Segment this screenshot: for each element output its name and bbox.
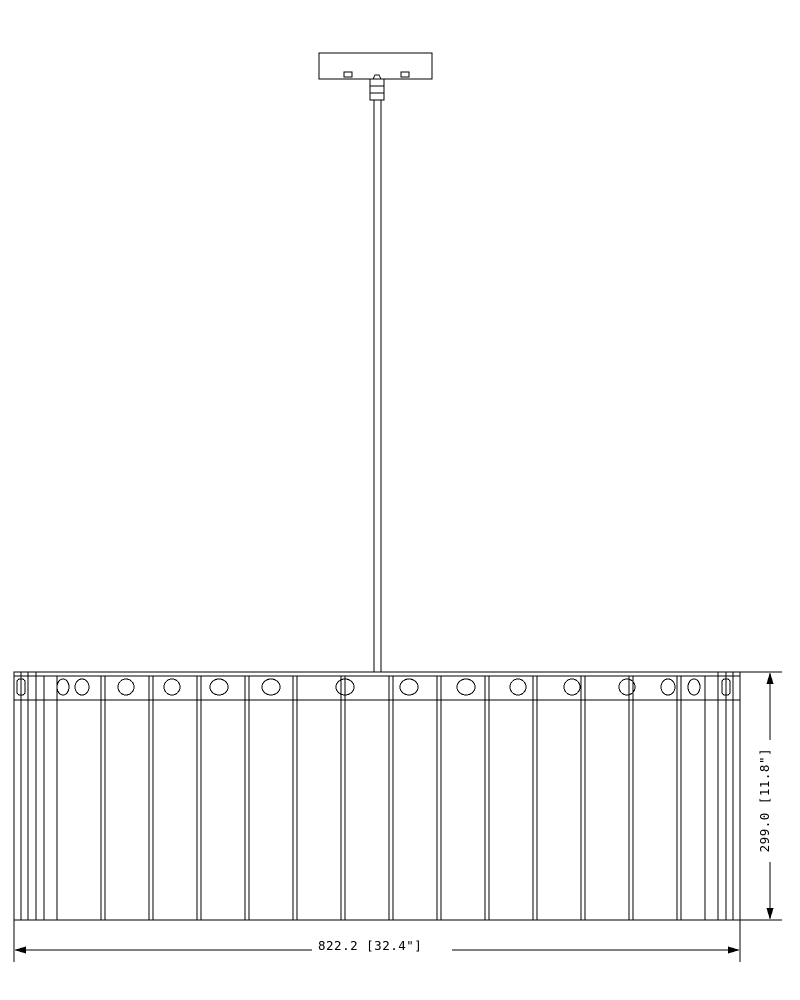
shade-right-end-cap: [718, 672, 733, 920]
downrod-stem: [374, 100, 381, 672]
shade-left-end-cap: [17, 672, 36, 920]
width-dimension-label: 822.2 [32.4"]: [318, 938, 423, 953]
shade-body: [14, 672, 740, 920]
shade-slats: [44, 676, 705, 920]
stem-coupler: [370, 75, 384, 100]
height-dimension-label: 299.0 [11.8"]: [757, 748, 772, 853]
